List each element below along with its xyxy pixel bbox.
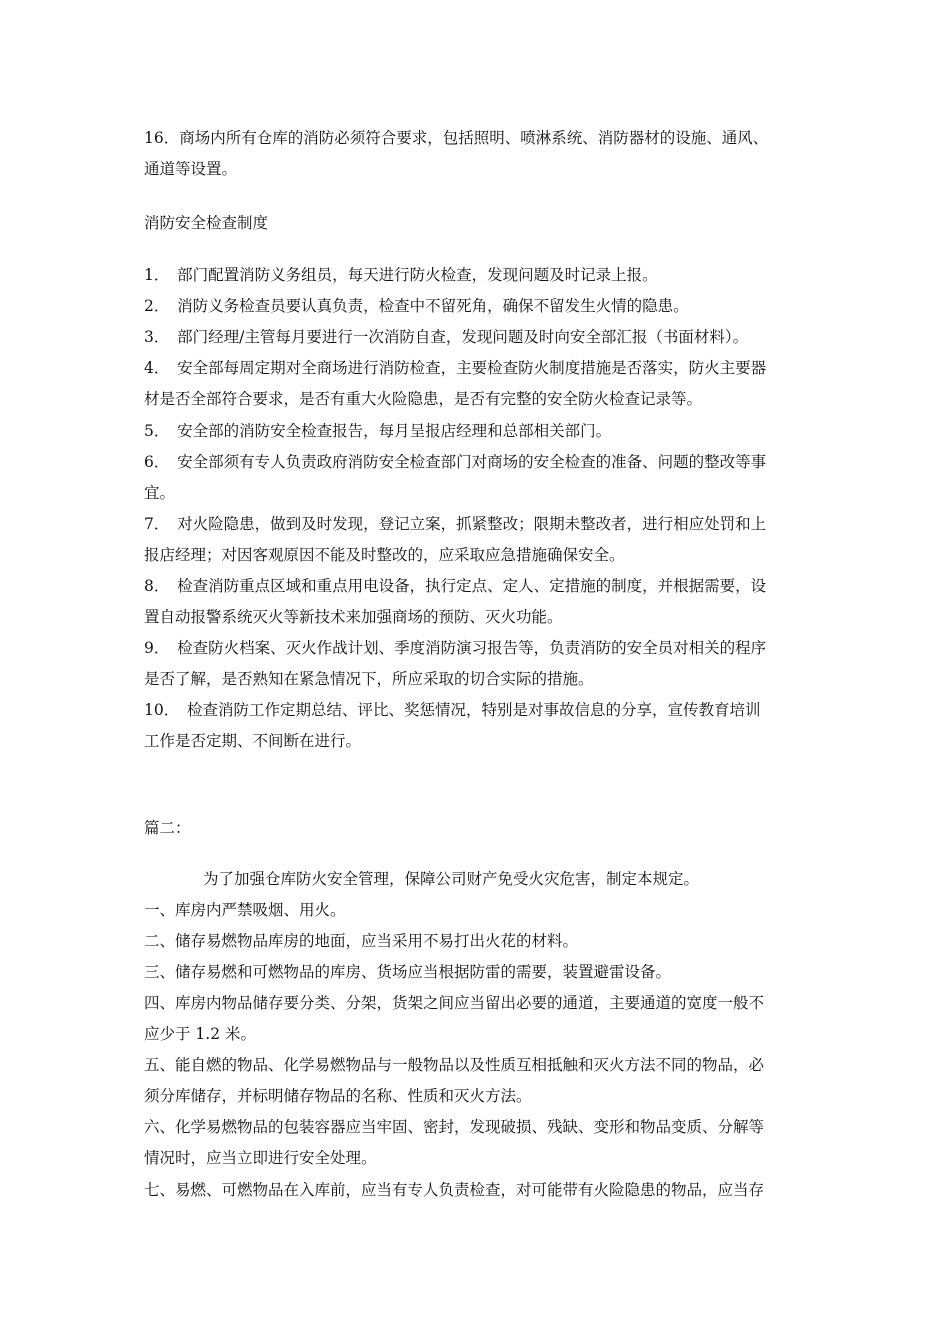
- regulation-line: 二、储存易燃物品库房的地面，应当采用不易打出火花的材料。: [144, 932, 579, 950]
- regulation-line: 七、易燃、可燃物品在入库前，应当有专人负责检查，对可能带有火险隐患的物品，应当存: [144, 1181, 765, 1199]
- intro-paragraph: 为了加强仓库防火安全管理，保障公司财产免受火灾危害，制定本规定。: [203, 870, 700, 888]
- rule-line: 10． 检查消防工作定期总结、评比、奖惩情况，特别是对事故信息的分享，宣传教育培训: [144, 701, 761, 719]
- regulation-line: 须分库储存，并标明储存物品的名称、性质和灭火方法。: [144, 1087, 532, 1105]
- regulation-line: 四、库房内物品储存要分类、分架，货架之间应当留出必要的通道，主要通道的宽度一般不: [144, 994, 765, 1012]
- part-two-label: 篇二：: [144, 819, 191, 837]
- rule-line: 4． 安全部每周定期对全商场进行消防检查，主要检查防火制度措施是否落实，防火主要器: [144, 359, 767, 377]
- regulation-line: 一、库房内严禁吸烟、用火。: [144, 901, 346, 919]
- section-title: 消防安全检查制度: [144, 214, 269, 232]
- rule-line: 9． 检查防火档案、灭火作战计划、季度消防演习报告等，负责消防的安全员对相关的程序: [144, 639, 767, 657]
- item-16-line-2: 通道等设置。: [144, 160, 238, 178]
- rule-line: 6． 安全部须有专人负责政府消防安全检查部门对商场的安全检查的准备、问题的整改等事: [144, 453, 767, 471]
- item-16-line-1: 16．商场内所有仓库的消防必须符合要求，包括照明、喷淋系统、消防器材的设施、通风、: [144, 129, 769, 147]
- rule-line: 置自动报警系统灭火等新技术来加强商场的预防、灭火功能。: [144, 608, 563, 626]
- rule-line: 7． 对火险隐患，做到及时发现，登记立案，抓紧整改；限期未整改者，进行相应处罚和上: [144, 515, 767, 533]
- rule-line: 工作是否定期、不间断在进行。: [144, 732, 362, 750]
- rule-line: 是否了解，是否熟知在紧急情况下，所应采取的切合实际的措施。: [144, 670, 594, 688]
- rule-line: 8． 检查消防重点区域和重点用电设备，执行定点、定人、定措施的制度，并根据需要，设: [144, 577, 767, 595]
- rule-line: 2． 消防义务检查员要认真负责，检查中不留死角，确保不留发生火情的隐患。: [144, 297, 689, 315]
- rule-line: 5． 安全部的消防安全检查报告，每月呈报店经理和总部相关部门。: [144, 422, 612, 440]
- rule-line: 1． 部门配置消防义务组员，每天进行防火检查，发现问题及时记录上报。: [144, 266, 658, 284]
- regulation-line: 六、化学易燃物品的包装容器应当牢固、密封，发现破损、残缺、变形和物品变质、分解等: [144, 1118, 765, 1136]
- rule-line: 材是否全部符合要求，是否有重大火险隐患，是否有完整的安全防火检查记录等。: [144, 390, 703, 408]
- rule-line: 宜。: [144, 484, 176, 502]
- regulation-line: 三、储存易燃和可燃物品的库房、货场应当根据防雷的需要，装置避雷设备。: [144, 963, 672, 981]
- rule-line: 3． 部门经理/主管每月要进行一次消防自查，发现问题及时向安全部汇报（书面材料）。: [144, 328, 749, 346]
- rule-line: 报店经理；对因客观原因不能及时整改的，应采取应急措施确保安全。: [144, 546, 625, 564]
- regulation-line: 情况时，应当立即进行安全处理。: [144, 1149, 377, 1167]
- regulation-line: 应少于 1.2 米。: [144, 1025, 257, 1043]
- regulation-line: 五、能自燃的物品、化学易燃物品与一般物品以及性质互相抵触和灭火方法不同的物品，必: [144, 1056, 765, 1074]
